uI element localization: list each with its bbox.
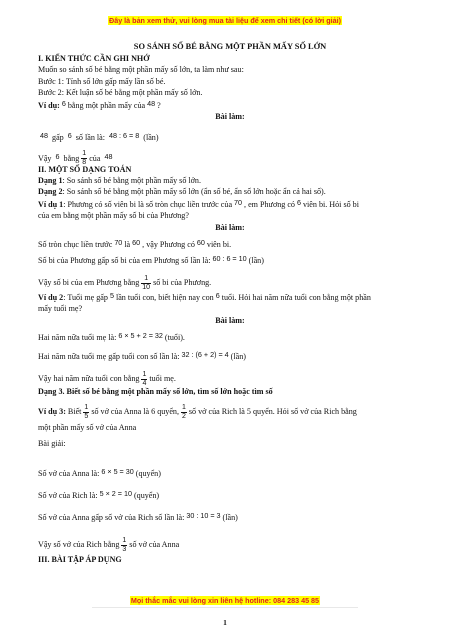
- math: 48: [40, 131, 48, 141]
- fraction: $\frac{1}{5}$: [84, 404, 89, 421]
- document-body: [38, 40, 422, 566]
- math: 6: [215, 291, 220, 301]
- text: : So sánh số bé bằng một phần mấy số lớn (ẩn số bé, ẩn số lớn hoặc ẩn cả hai số).: [62, 187, 326, 197]
- hotline-banner: [0, 596, 450, 605]
- text: tuổi mẹ.: [149, 374, 176, 384]
- math: 6 × 5 = 30: [101, 466, 134, 476]
- text: số lần là:: [75, 133, 106, 143]
- text: : Tuổi mẹ gấp: [63, 293, 108, 303]
- solution-line: [38, 510, 422, 523]
- example-label: Ví dụ 2: [38, 293, 64, 303]
- math: 70: [234, 198, 243, 208]
- text: (lần): [222, 513, 238, 523]
- hotline-banner-text: Mọi thắc mắc vui lòng xin liên hệ hotline: 084 283 45 85: [130, 596, 320, 605]
- text: số vở của Rich là 5 quyển. Hỏi số vở của Rich bằng: [188, 407, 357, 417]
- text: Hai năm nữa tuổi mẹ gấp tuổi con số lần là:: [38, 352, 180, 362]
- text: (lần): [248, 256, 264, 266]
- example-3: [38, 399, 422, 419]
- text: lần tuổi con, biết hiện nay con: [115, 293, 214, 303]
- text: (tuổi).: [164, 332, 185, 342]
- text: số bi của Phương.: [153, 278, 212, 288]
- text: bằng: [63, 153, 80, 163]
- footer-divider: [92, 607, 358, 608]
- math: 60: [132, 237, 141, 247]
- math: 48: [104, 151, 113, 161]
- solution-line: [38, 253, 422, 266]
- text: gấp: [52, 133, 64, 143]
- text: : Phương có số viên bi là số tròn chục liền trước của: [63, 200, 233, 210]
- intro-text: Muốn so sánh số bé bằng một phần mấy số lớn, ta làm như sau:: [38, 65, 244, 75]
- text: Hai năm nữa tuổi mẹ là:: [38, 332, 117, 342]
- math: 60 : 6 = 10: [212, 254, 247, 264]
- text: số vở của Anna là 6 quyển,: [91, 407, 179, 417]
- step-1: Bước 1: Tính số lớn gấp mấy lần số bé.: [38, 76, 166, 86]
- text: Biết: [67, 407, 82, 417]
- text: tuổi. Hỏi hai năm nữa tuổi con bằng một phần: [221, 293, 371, 303]
- solution-line: [38, 330, 422, 343]
- text: Số vở của Anna là:: [38, 468, 100, 478]
- preview-banner-text: Đây là bản xem thử, vui lòng mua tài liệu để xem chi tiết (có lời giải): [109, 16, 341, 25]
- conclusion-line: [38, 366, 422, 386]
- text: Số vở của Anna gấp số vở của Rich số lần là:: [38, 513, 185, 523]
- text: (quyển): [135, 468, 161, 478]
- math: 6: [296, 198, 301, 208]
- text: Số bi của Phương gấp số bi của em Phương số lần là:: [38, 256, 211, 266]
- text: số vở của Anna: [129, 540, 180, 550]
- solution-heading: Bài làm:: [215, 315, 245, 325]
- type-1: [38, 175, 422, 186]
- solution-line: [38, 349, 422, 362]
- math: 6: [67, 131, 72, 141]
- solution-line: [38, 488, 422, 501]
- solution-heading: Bài giải:: [38, 438, 66, 448]
- text: (lần): [143, 133, 159, 143]
- text: , vậy Phương có: [142, 239, 195, 249]
- fraction: $\frac{1}{3}$: [122, 537, 127, 554]
- conclusion-line: [38, 144, 422, 167]
- page-number: 1: [223, 618, 227, 627]
- text: , em Phương có: [244, 200, 295, 210]
- math: 60: [196, 237, 205, 247]
- text: Vậy hai năm nữa tuổi con bằng: [38, 374, 140, 384]
- text: Vậy số vở của Rich bằng: [38, 540, 120, 550]
- math: 6 × 5 + 2 = 32: [118, 330, 163, 340]
- conclusion-line: [38, 270, 422, 290]
- fraction: $\frac{1}{4}$: [142, 370, 147, 387]
- example-2-cont: mấy tuổi mẹ?: [38, 304, 83, 314]
- solution-line: [38, 466, 422, 479]
- math: 48 : 6 = 8: [109, 131, 140, 141]
- conclusion-line: [38, 532, 422, 552]
- text: viên bi. Hỏi số bi: [302, 200, 359, 210]
- text: là: [124, 239, 131, 249]
- solution-heading: Bài làm:: [215, 112, 245, 122]
- text: : So sánh số bé bằng một phần mấy số lớn.: [62, 175, 202, 185]
- math: 6: [55, 151, 60, 161]
- solution-heading: Bài làm:: [215, 222, 245, 232]
- solution-line: [38, 130, 422, 143]
- example-label: Ví dụ 1: [38, 200, 64, 210]
- math: 30 : 10 = 3: [186, 511, 221, 521]
- section-heading-3: Dạng 3. Biết số bé bằng một phần mấy số lớn, tìm số lớn hoặc tìm số: [38, 387, 273, 397]
- section-heading-4: III. BÀI TẬP ÁP DỤNG: [38, 555, 122, 565]
- example-line: [38, 98, 422, 111]
- text: Vậy: [38, 153, 52, 163]
- example-2: [38, 290, 422, 303]
- text: Số vở của Rich là:: [38, 491, 98, 501]
- type-2: [38, 186, 422, 197]
- math: 32 : (6 + 2) = 4: [181, 350, 229, 360]
- text: Vậy số bi của em Phương bằng: [38, 278, 140, 288]
- example-1: [38, 197, 422, 210]
- example-label: Ví dụ 3:: [38, 407, 66, 417]
- fraction: $\frac{1}{10}$: [142, 274, 151, 291]
- example-3-cont: một phần mấy số vở của Anna: [38, 423, 137, 433]
- step-2: Bước 2: Kết luận số bé bằng một phần mấy số lớn.: [38, 87, 203, 97]
- math: 6: [61, 99, 66, 109]
- math: 5 × 2 = 10: [99, 489, 132, 499]
- section-heading-1: I. KIẾN THỨC CẦN GHI NHỚ: [38, 54, 150, 64]
- fraction: $\frac{1}{2}$: [182, 404, 186, 421]
- solution-line: [38, 237, 422, 250]
- math: 70: [114, 237, 123, 247]
- text: của: [89, 153, 101, 163]
- example-label: Ví dụ:: [38, 101, 60, 111]
- type-label: Dạng 1: [38, 175, 63, 185]
- page-title: SO SÁNH SỐ BÉ BẰNG MỘT PHẦN MẤY SỐ LỚN: [133, 42, 327, 51]
- text: (quyển): [133, 491, 160, 501]
- text: ?: [157, 101, 161, 111]
- section-heading-2: II. MỘT SỐ DẠNG TOÁN: [38, 164, 132, 174]
- example-1-cont: của em bằng một phần mấy số bi của Phương?: [38, 211, 189, 221]
- text: (lần): [230, 352, 246, 362]
- text: Số tròn chục liền trước: [38, 239, 113, 249]
- math: 5: [109, 291, 114, 301]
- fraction: $\frac{1}{8}$: [82, 150, 87, 167]
- math: 48: [147, 99, 156, 109]
- preview-banner: [0, 16, 450, 25]
- text: viên bi.: [206, 239, 232, 249]
- text: bằng một phần mấy của: [67, 101, 146, 111]
- type-label: Dạng 2: [38, 187, 63, 197]
